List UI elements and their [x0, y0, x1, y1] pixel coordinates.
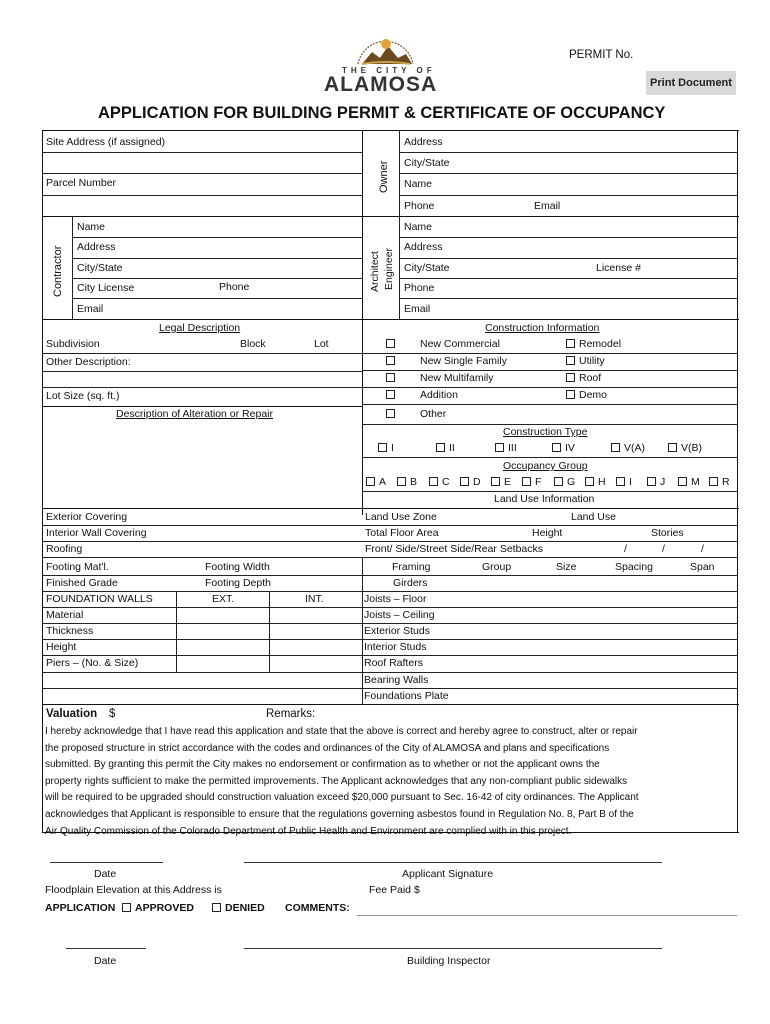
occupancy-h-option[interactable]: H	[585, 476, 606, 488]
type-iii-option[interactable]: III	[495, 442, 517, 454]
type-iv-option[interactable]: IV	[552, 442, 575, 454]
owner-section-label: Owner	[378, 160, 390, 193]
framing-row-joists-floor: Joists – Floor	[364, 593, 427, 605]
occupancy-b-checkbox[interactable]	[397, 477, 406, 486]
print-document-button[interactable]: Print Document	[646, 71, 736, 95]
new-single-family-checkbox[interactable]	[386, 356, 395, 365]
thickness-label: Thickness	[46, 625, 94, 637]
remarks-label: Remarks:	[266, 708, 316, 720]
new-multifamily-checkbox[interactable]	[386, 373, 395, 382]
engineer-section-label: Engineer	[383, 247, 395, 290]
architect-address-label: Address	[404, 241, 443, 253]
occupancy-j-option[interactable]: J	[647, 476, 665, 488]
addition-checkbox[interactable]	[386, 390, 395, 399]
footing-material-label: Footing Mat'l.	[46, 561, 109, 573]
framing-row-bearing-walls: Bearing Walls	[364, 674, 429, 686]
city-logo	[318, 30, 453, 94]
architect-section-label: Architect	[369, 251, 381, 292]
roof-option[interactable]	[566, 372, 601, 384]
form-title: APPLICATION FOR BUILDING PERMIT & CERTIFICATE OF OCCUPANCY	[98, 104, 666, 122]
occupancy-a-option[interactable]: A	[366, 476, 386, 488]
contractor-phone-label: Phone	[219, 281, 250, 293]
occupancy-h-checkbox[interactable]	[585, 477, 594, 486]
occupancy-i-option[interactable]: I	[616, 476, 632, 488]
type-va-checkbox[interactable]	[611, 443, 620, 452]
setback-slash-3: /	[701, 543, 704, 555]
owner-name-label: Name	[404, 178, 433, 190]
occupancy-d-option[interactable]: D	[460, 476, 481, 488]
exterior-covering-label: Exterior Covering	[46, 511, 128, 523]
setbacks-label: Front/ Side/Street Side/Rear Setbacks	[365, 543, 544, 555]
new-single-family-option[interactable]	[386, 355, 399, 367]
demo-option[interactable]	[566, 389, 607, 401]
denied-option[interactable]	[212, 902, 265, 914]
contractor-email-label: Email	[77, 303, 104, 315]
occupancy-m-option[interactable]: M	[678, 476, 700, 488]
occupancy-c-checkbox[interactable]	[429, 477, 438, 486]
utility-option[interactable]	[566, 355, 605, 367]
occupancy-b-option[interactable]: B	[397, 476, 417, 488]
occupancy-f-option[interactable]: F	[522, 476, 541, 488]
occupancy-f-checkbox[interactable]	[522, 477, 531, 486]
logo-city-name: ALAMOSA	[324, 73, 438, 96]
piers-label: Piers – (No. & Size)	[46, 657, 139, 669]
contractor-city-license-label: City License	[77, 282, 135, 294]
roof-label: Roof	[579, 372, 602, 384]
comments-line[interactable]	[357, 915, 737, 916]
lot-size-label: Lot Size (sq. ft.)	[46, 390, 120, 402]
architect-email-label: Email	[404, 303, 431, 315]
contractor-address-label: Address	[77, 241, 116, 253]
material-label: Material	[46, 609, 84, 621]
occupancy-g-option[interactable]: G	[554, 476, 575, 488]
occupancy-r-checkbox[interactable]	[709, 477, 718, 486]
owner-phone-label: Phone	[404, 200, 435, 212]
occupancy-a-checkbox[interactable]	[366, 477, 375, 486]
architect-phone-label: Phone	[404, 282, 435, 294]
contractor-name-label: Name	[77, 221, 106, 233]
footing-width-label: Footing Width	[205, 561, 270, 573]
remodel-option[interactable]	[566, 338, 621, 350]
span-header: Span	[690, 561, 715, 573]
owner-email-label: Email	[534, 200, 561, 212]
type-ii-checkbox[interactable]	[436, 443, 445, 452]
inspector-date-label: Date	[94, 955, 117, 967]
framing-header: Framing	[392, 561, 431, 573]
height-label: Height	[532, 527, 563, 539]
applicant-date-label: Date	[94, 868, 117, 880]
new-multifamily-option[interactable]	[386, 372, 399, 384]
alteration-description-heading: Description of Alteration or Repair	[116, 408, 273, 420]
construction-type-heading: Construction Type	[503, 426, 588, 438]
architect-city-state-label: City/State	[404, 262, 450, 274]
building-inspector-label: Building Inspector	[407, 955, 491, 967]
type-i-option[interactable]: I	[378, 442, 394, 454]
land-use-info-heading: Land Use Information	[494, 493, 595, 505]
interior-wall-covering-label: Interior Wall Covering	[46, 527, 147, 539]
type-vb-option[interactable]: V(B)	[668, 442, 702, 454]
utility-label: Utility	[579, 355, 605, 367]
legal-description-heading: Legal Description	[159, 322, 241, 334]
framing-row-interior-studs: Interior Studs	[364, 641, 427, 653]
applicant-date-line[interactable]	[50, 862, 163, 863]
denied-label: DENIED	[225, 902, 265, 914]
approved-label: APPROVED	[135, 902, 194, 914]
approved-option[interactable]	[122, 902, 194, 914]
new-multifamily-label: New Multifamily	[420, 372, 494, 384]
remodel-checkbox[interactable]	[566, 339, 575, 348]
demo-checkbox[interactable]	[566, 390, 575, 399]
floodplain-label: Floodplain Elevation at this Address is	[45, 884, 222, 896]
foundation-ext-label: EXT.	[212, 593, 235, 605]
occupancy-g-checkbox[interactable]	[554, 477, 563, 486]
group-header: Group	[482, 561, 512, 573]
occupancy-c-option[interactable]: C	[429, 476, 450, 488]
occupancy-j-checkbox[interactable]	[647, 477, 656, 486]
block-label: Block	[240, 338, 266, 350]
fee-paid-label: Fee Paid $	[369, 884, 420, 896]
other-checkbox[interactable]	[386, 409, 395, 418]
type-va-option[interactable]: V(A)	[611, 442, 645, 454]
permit-no-label: PERMIT No.	[569, 49, 634, 61]
valuation-label: Valuation	[46, 708, 98, 720]
occupancy-e-checkbox[interactable]	[491, 477, 500, 486]
spacing-header: Spacing	[615, 561, 653, 573]
utility-checkbox[interactable]	[566, 356, 575, 365]
land-use-zone-label: Land Use Zone	[365, 511, 437, 523]
contractor-city-state-label: City/State	[77, 262, 123, 274]
architect-name-label: Name	[404, 221, 433, 233]
occupancy-i-checkbox[interactable]	[616, 477, 625, 486]
architect-license-label: License #	[596, 262, 641, 274]
construction-info-heading: Construction Information	[485, 322, 600, 334]
contractor-section-label: Contractor	[52, 245, 64, 297]
framing-row-roof-rafters: Roof Rafters	[364, 657, 423, 669]
owner-city-state-label: City/State	[404, 157, 450, 169]
approved-checkbox[interactable]	[122, 903, 131, 912]
other-option[interactable]	[386, 408, 399, 420]
roofing-label: Roofing	[46, 543, 83, 555]
demo-label: Demo	[579, 389, 608, 401]
type-i-checkbox[interactable]	[378, 443, 387, 452]
other-description-label: Other Description:	[46, 356, 131, 368]
logo-emblem-icon	[318, 30, 453, 70]
framing-row-joists-ceiling: Joists – Ceiling	[364, 609, 435, 621]
parcel-number-label: Parcel Number	[46, 177, 117, 189]
new-single-family-label: New Single Family	[420, 355, 507, 367]
comments-label: COMMENTS:	[285, 902, 350, 914]
acknowledgement-text: I hereby acknowledge that I have read this application and state that the above is correct and hereby agree to construct, alter or repair the proposed structure in strict accordance with the codes and ordinances of the City of ALAMOSA and plans and specifications submitted. By granting this permit the City makes no endorsement or confirmation as to whether or not the applicant owns the property rights sufficient to make the permitted improvements. The Applicant acknowledges that any non-compliant public sidewalks will be required to be upgraded should construction valuation exceed $20,000 pursuant to Sec. 16-42 of city ordinances. The Applicant acknowledges that Applicant is responsible to ensure that the regulations governing asbestos found in Regulation No. 8, Part B of the Air Quality Commission of the Colorado Department of Public Health and Environment are complied with in this project.	[45, 726, 639, 837]
new-commercial-option[interactable]	[386, 338, 399, 350]
setback-slash-1: /	[624, 543, 627, 555]
new-commercial-label: New Commercial	[420, 338, 500, 350]
remodel-label: Remodel	[579, 338, 622, 350]
inspector-date-line[interactable]	[66, 948, 146, 949]
wall-height-label: Height	[46, 641, 77, 653]
roof-checkbox[interactable]	[566, 373, 575, 382]
land-use-label: Land Use	[571, 511, 616, 523]
occupancy-group-heading: Occupancy Group	[503, 460, 588, 472]
occupancy-d-checkbox[interactable]	[460, 477, 469, 486]
occupancy-m-checkbox[interactable]	[678, 477, 687, 486]
site-address-label: Site Address (if assigned)	[46, 136, 166, 148]
type-iii-checkbox[interactable]	[495, 443, 504, 452]
owner-address-label: Address	[404, 136, 443, 148]
total-floor-area-label: Total Floor Area	[365, 527, 439, 539]
type-vb-checkbox[interactable]	[668, 443, 677, 452]
type-iv-checkbox[interactable]	[552, 443, 561, 452]
stories-label: Stories	[651, 527, 684, 539]
occupancy-r-option[interactable]: R	[709, 476, 730, 488]
addition-label: Addition	[420, 389, 458, 401]
occupancy-e-option[interactable]: E	[491, 476, 511, 488]
framing-row-girders: Girders	[393, 577, 428, 589]
foundation-walls-label: FOUNDATION WALLS	[46, 593, 153, 605]
footing-depth-label: Footing Depth	[205, 577, 271, 589]
inspector-signature-line[interactable]	[244, 948, 662, 949]
application-label: APPLICATION	[45, 902, 116, 914]
finished-grade-label: Finished Grade	[46, 577, 118, 589]
logo-city-small: THE CITY OF	[342, 66, 436, 75]
denied-checkbox[interactable]	[212, 903, 221, 912]
subdivision-label: Subdivision	[46, 338, 100, 350]
valuation-dollar: $	[109, 708, 116, 720]
foundation-int-label: INT.	[305, 593, 324, 605]
framing-row-foundations-plate: Foundations Plate	[364, 690, 449, 702]
applicant-signature-line[interactable]	[244, 862, 662, 863]
lot-label: Lot	[314, 338, 329, 350]
other-label: Other	[420, 408, 447, 420]
addition-option[interactable]	[386, 389, 399, 401]
framing-row-exterior-studs: Exterior Studs	[364, 625, 430, 637]
size-header: Size	[556, 561, 577, 573]
new-commercial-checkbox[interactable]	[386, 339, 395, 348]
applicant-signature-label: Applicant Signature	[402, 868, 494, 880]
type-ii-option[interactable]: II	[436, 442, 455, 454]
setback-slash-2: /	[662, 543, 665, 555]
